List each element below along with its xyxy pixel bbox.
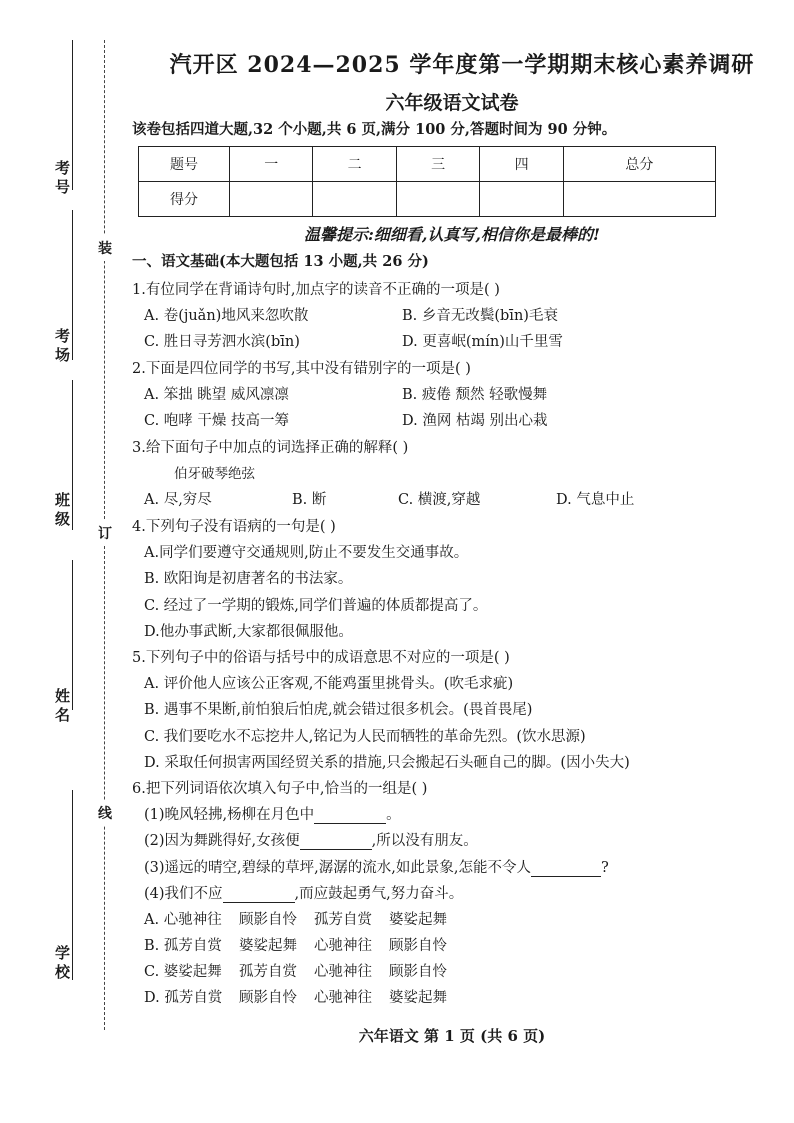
cut-mark-xian: 线	[98, 800, 112, 826]
question-3-option-c: C. 横渡,穿越	[398, 492, 481, 508]
cut-mark-ding: 订	[98, 520, 112, 546]
exam-intro: 该卷包括四道大题,32 个小题,共 6 页,满分 100 分,答题时间为 90 分钟。	[132, 121, 617, 138]
option-word: 孤芳自赏	[239, 964, 297, 980]
option-word: D. 孤芳自赏	[144, 990, 223, 1006]
option-word: 心驰神往	[314, 938, 372, 954]
question-1-option-a: A. 卷(juǎn)地风来忽吹散	[144, 308, 309, 324]
question-6-stem: 6.把下列词语依次填入句子中,恰当的一组是( )	[132, 781, 428, 797]
option-word: 婆娑起舞	[389, 990, 447, 1006]
question-6-sentence-1	[144, 803, 401, 824]
score-cell: 总分	[563, 147, 715, 182]
sentence-3-blank[interactable]	[531, 860, 601, 877]
option-word: 顾影自怜	[389, 964, 447, 980]
sentence-2-text: (2)因为舞跳得好,女孩便	[144, 833, 300, 849]
score-input-cell[interactable]	[480, 182, 563, 217]
score-input-cell[interactable]	[230, 182, 313, 217]
question-4-option-b: B. 欧阳询是初唐著名的书法家。	[144, 571, 353, 587]
exam-room-label: 考场	[53, 328, 71, 366]
sentence-4-end: ,而应鼓起勇气,努力奋斗。	[294, 886, 464, 902]
score-cell: 四	[480, 147, 563, 182]
score-input-cell[interactable]	[313, 182, 396, 217]
option-word: 心驰神往	[314, 990, 372, 1006]
score-cell: 题号	[139, 147, 230, 182]
cut-mark-zhuang: 装	[98, 235, 112, 261]
question-1-option-b: B. 乡音无改鬓(bīn)毛衰	[402, 308, 558, 324]
score-table-header-row	[139, 147, 716, 182]
score-cell: 得分	[139, 182, 230, 217]
option-word: A. 心驰神往	[144, 912, 222, 928]
score-input-cell[interactable]	[563, 182, 715, 217]
question-6-option-c	[144, 960, 464, 981]
question-6-option-d	[144, 986, 464, 1007]
sentence-3-text: (3)遥远的晴空,碧绿的草坪,潺潺的流水,如此景象,怎能不令人	[144, 860, 531, 876]
score-cell: 三	[396, 147, 479, 182]
score-table	[138, 146, 716, 217]
option-word: 婆娑起舞	[389, 912, 447, 928]
score-cell: 二	[313, 147, 396, 182]
question-5-stem: 5.下列句子中的俗语与括号中的成语意思不对应的一项是( )	[132, 650, 510, 666]
question-1-option-d: D. 更喜岷(mín)山千里雪	[402, 334, 563, 350]
sentence-1-text: (1)晚风轻拂,杨柳在月色中	[144, 807, 315, 823]
question-5-option-c: C. 我们要吃水不忘挖井人,铭记为人民而牺牲的革命先烈。(饮水思源)	[144, 729, 586, 745]
question-1-option-c: C. 胜日寻芳泗水滨(bīn)	[144, 334, 300, 350]
question-4-stem: 4.下列句子没有语病的一句是( )	[132, 519, 336, 535]
question-5-option-b: B. 遇事不果断,前怕狼后怕虎,就会错过很多机会。(畏首畏尾)	[144, 702, 533, 718]
question-2-option-d: D. 渔网 枯竭 别出心栽	[402, 413, 548, 429]
question-6-sentence-3	[144, 856, 609, 877]
sentence-4-text: (4)我们不应	[144, 886, 223, 902]
question-6-option-b	[144, 934, 464, 955]
option-word: C. 婆娑起舞	[144, 964, 222, 980]
question-2-option-b: B. 疲倦 颓然 轻歌慢舞	[402, 387, 548, 403]
option-word: 婆娑起舞	[239, 938, 297, 954]
name-label: 姓名	[53, 688, 71, 726]
question-5-option-d: D. 采取任何损害两国经贸关系的措施,只会搬起石头砸自己的脚。(因小失大)	[144, 755, 630, 771]
sentence-1-blank[interactable]	[314, 807, 386, 824]
exam-number-label: 考号	[53, 160, 71, 198]
question-4-option-d: D.他办事武断,大家都很佩服他。	[144, 624, 353, 640]
friendly-tip: 温馨提示:细细看,认真写,相信你是最棒的!	[303, 225, 601, 244]
question-3-option-d: D. 气息中止	[556, 492, 635, 508]
option-word: 孤芳自赏	[314, 912, 372, 928]
exam-subtitle: 六年级语文试卷	[385, 92, 519, 114]
question-2-option-c: C. 咆哮 干燥 技高一筹	[144, 413, 290, 429]
score-cell: 一	[230, 147, 313, 182]
sentence-2-end: ,所以没有朋友。	[371, 833, 478, 849]
question-6-option-a	[144, 908, 464, 929]
question-4-option-c: C. 经过了一学期的锻炼,同学们普遍的体质都提高了。	[144, 598, 488, 614]
school-label: 学校	[53, 945, 71, 983]
question-3-option-a: A. 尽,穷尽	[144, 492, 212, 508]
class-label: 班级	[53, 492, 71, 530]
option-word: 顾影自怜	[239, 990, 297, 1006]
exam-title: 汽开区 2024—2025 学年度第一学期期末核心素养调研	[169, 52, 755, 78]
question-2-option-a: A. 笨拙 眺望 威风凛凛	[144, 387, 289, 403]
question-4-option-a: A.同学们要遵守交通规则,防止不要发生交通事故。	[144, 545, 469, 561]
page-footer: 六年语文 第 1 页 (共 6 页)	[358, 1027, 546, 1045]
question-2-stem: 2.下面是四位同学的书写,其中没有错别字的一项是( )	[132, 361, 471, 377]
question-6-sentence-2	[144, 829, 478, 850]
sentence-1-end: 。	[386, 807, 401, 823]
question-3-sentence: 伯牙破琴绝弦	[174, 466, 255, 482]
question-5-option-a: A. 评价他人应该公正客观,不能鸡蛋里挑骨头。(吹毛求疵)	[144, 676, 514, 692]
question-1-stem: 1.有位同学在背诵诗句时,加点字的读音不正确的一项是( )	[132, 282, 500, 298]
question-3-stem: 3.给下面句子中加点的词选择正确的解释( )	[132, 440, 409, 456]
score-input-cell[interactable]	[396, 182, 479, 217]
option-word: 心驰神往	[314, 964, 372, 980]
question-6-sentence-4	[144, 882, 463, 903]
sentence-4-blank[interactable]	[223, 886, 295, 903]
option-word: 顾影自怜	[239, 912, 297, 928]
sentence-3-end: ?	[600, 860, 609, 876]
sentence-2-blank[interactable]	[300, 833, 372, 850]
option-word: 顾影自怜	[389, 938, 447, 954]
score-table-score-row	[139, 182, 716, 217]
section-heading: 一、语文基础(本大题包括 13 小题,共 26 分)	[132, 253, 429, 270]
binding-margin	[0, 0, 120, 1123]
question-3-option-b: B. 断	[292, 492, 327, 508]
option-word: B. 孤芳自赏	[144, 938, 222, 954]
